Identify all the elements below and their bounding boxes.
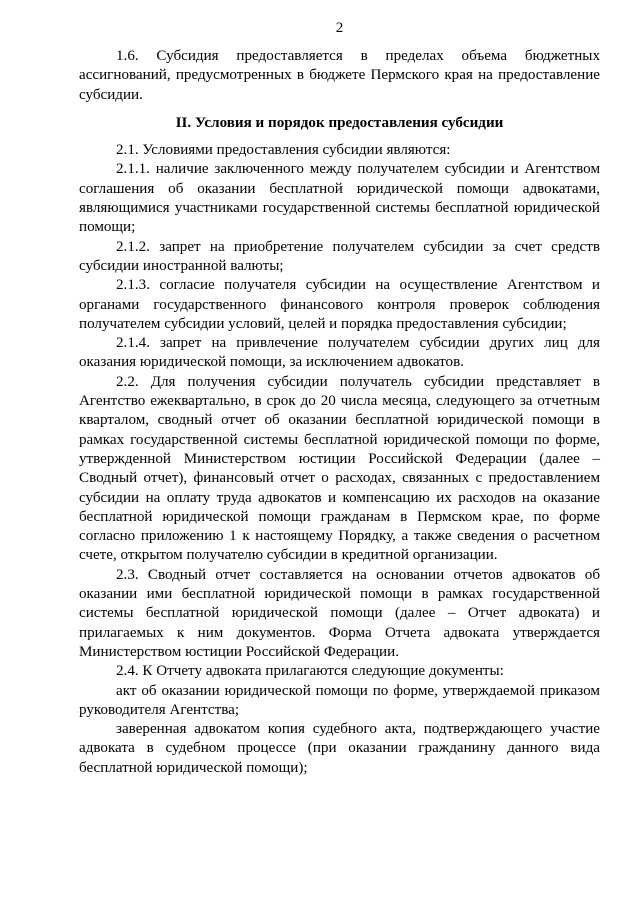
- paragraph-2-1-3: 2.1.3. согласие получателя субсидии на осуществление Агентством и органами государственного финансового контроля проверок соблюдения получателем субсидии условий, целей и порядка предоставления субсидии;: [79, 277, 600, 332]
- list-item-court-copy: заверенная адвокатом копия судебного акта, подтверждающего участие адвоката в судебном процессе (при оказании гражданину данного вида бесплатной юридической помощи);: [79, 721, 600, 776]
- paragraph-2-1-1: 2.1.1. наличие заключенного между получателем субсидии и Агентством соглашения об оказании бесплатной юридической помощи адвокатами, являющимися участниками государственной системы бесплатной юридической помощи;: [79, 161, 600, 236]
- paragraph-2-1-2: 2.1.2. запрет на приобретение получателем субсидии за счет средств субсидии иностранной валюты;: [79, 238, 600, 274]
- paragraph-2-4: 2.4. К Отчету адвоката прилагаются следующие документы:: [116, 663, 504, 680]
- paragraph-2-1-4: 2.1.4. запрет на привлечение получателем субсидии других лиц для оказания юридической помощи, за исключением адвокатов.: [79, 335, 600, 371]
- paragraph-2-2: 2.2. Для получения субсидии получатель субсидии представляет в Агентство ежеквартально, в срок до 20 числа месяца, следующего за отчетным кварталом, сводный отчет об оказании бесплатной юридической помощи в рамках государственной системы бесплатной юридической помощи по форме, утвержденной Министерством юстиции Российской Федерации (далее – Сводный отчет), финансовый отчет о расходах, связанных с предоставлением субсидии на оплату труда адвокатов и компенсацию их расходов на оказание бесплатной юридической помощи гражданам в Пермском крае, по форме согласно приложению 1 к настоящему Порядку, а также сведения о расчетном счете, открытом получателю субсидии в кредитной организации.: [79, 373, 600, 564]
- paragraph-2-1: 2.1. Условиями предоставления субсидии являются:: [116, 142, 451, 159]
- paragraph-1-6: 1.6. Субсидия предоставляется в пределах объема бюджетных ассигнований, предусмотренных в бюджете Пермского края на предоставление субсидии.: [79, 48, 600, 103]
- page-number: 2: [335, 20, 344, 36]
- paragraph-2-3: 2.3. Сводный отчет составляется на основании отчетов адвокатов об оказании ими бесплатной юридической помощи в рамках государственной системы бесплатной юридической помощи (далее – Отчет адвоката) и прилагаемых к ним документов. Форма Отчета адвоката утверждается Министерством юстиции Российской Федерации.: [79, 566, 600, 660]
- list-item-act: акт об оказании юридической помощи по форме, утверждаемой приказом руководителя Агентства;: [79, 682, 600, 718]
- section-heading: II. Условия и порядок предоставления субсидии: [175, 114, 504, 131]
